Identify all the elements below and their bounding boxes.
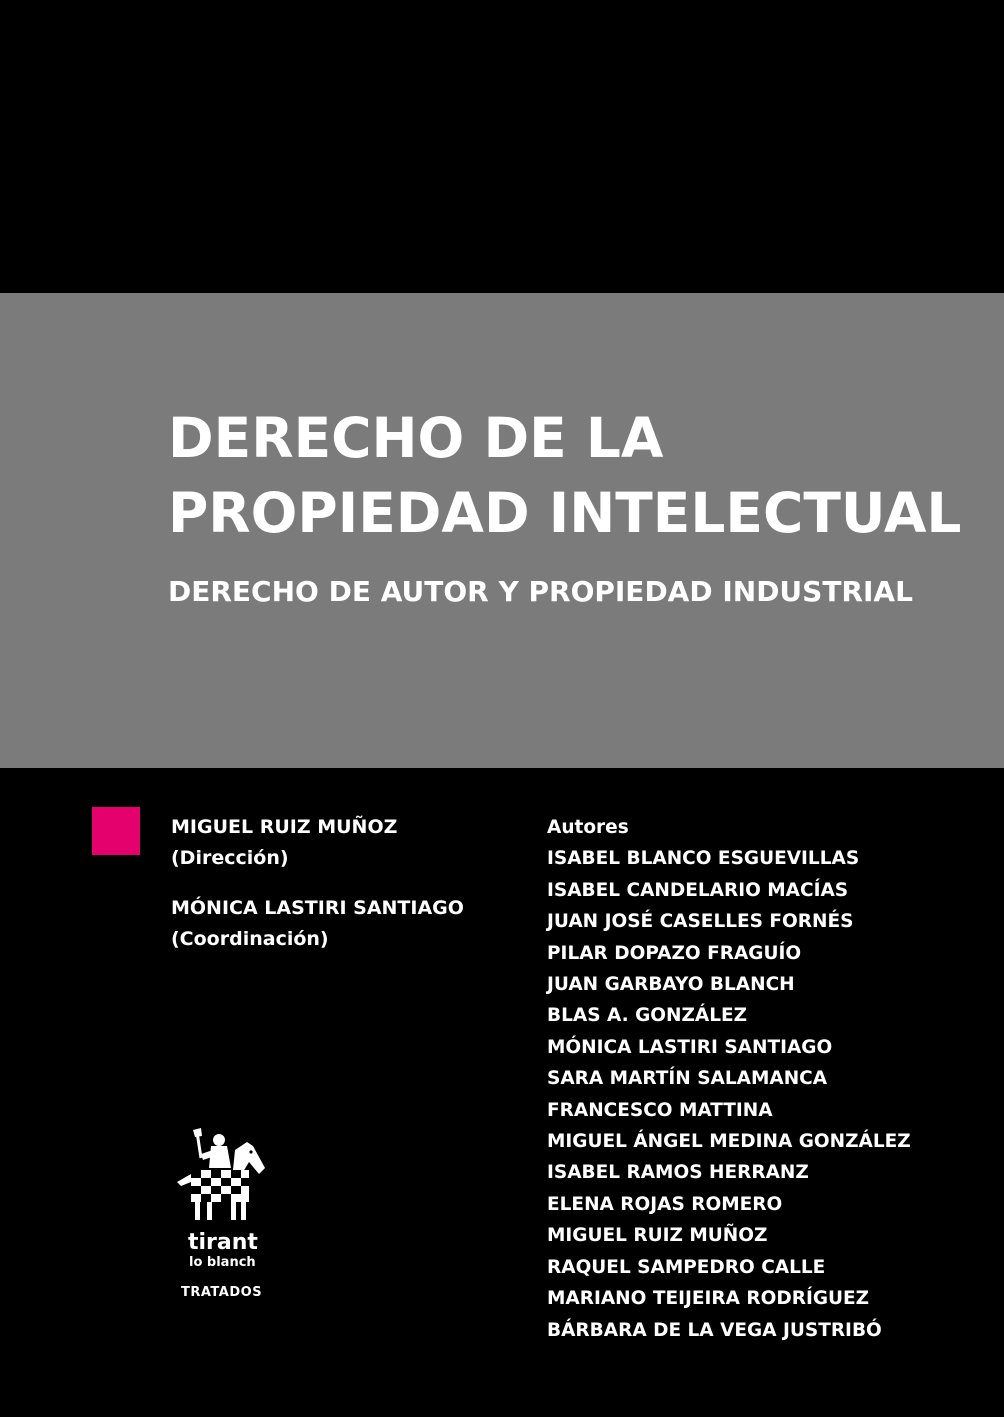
title-band bbox=[0, 293, 1004, 768]
author-name: ELENA ROJAS ROMERO bbox=[547, 1193, 783, 1215]
publisher-name: tirant bbox=[188, 1230, 258, 1255]
author-name: FRANCESCO MATTINA bbox=[547, 1099, 773, 1121]
collection-label: TRATADOS bbox=[181, 1285, 263, 1300]
author-name: JUAN JOSÉ CASELLES FORNÉS bbox=[547, 911, 854, 933]
author-name: MIGUEL RUIZ MUÑOZ bbox=[547, 1225, 768, 1247]
accent-square bbox=[92, 807, 140, 855]
coordinator-block bbox=[171, 893, 464, 955]
publisher-logo bbox=[170, 1128, 280, 1303]
top-band bbox=[0, 0, 1004, 293]
coordinator-role: (Coordinación) bbox=[171, 928, 329, 950]
author-name: BLAS A. GONZÁLEZ bbox=[547, 1005, 748, 1027]
author-name: ISABEL RAMOS HERRANZ bbox=[547, 1162, 809, 1184]
authors-heading: Autores bbox=[547, 817, 629, 838]
author-name: MARIANO TEIJEIRA RODRÍGUEZ bbox=[547, 1288, 870, 1310]
author-name: RAQUEL SAMPEDRO CALLE bbox=[547, 1256, 826, 1278]
author-name: BÁRBARA DE LA VEGA JUSTRIBÓ bbox=[547, 1319, 882, 1341]
authors-list bbox=[547, 812, 911, 1346]
book-subtitle: DERECHO DE AUTOR Y PROPIEDAD INDUSTRIAL bbox=[168, 575, 913, 608]
director-block bbox=[171, 812, 397, 874]
book-title-line-1: DERECHO DE LA bbox=[168, 406, 664, 470]
knight-on-horse-icon bbox=[175, 1128, 271, 1228]
coordinator-name: MÓNICA LASTIRI SANTIAGO bbox=[171, 897, 464, 919]
book-title-line-2: PROPIEDAD INTELECTUAL bbox=[168, 481, 962, 545]
publisher-subname: lo blanch bbox=[189, 1255, 256, 1270]
author-name: ISABEL CANDELARIO MACÍAS bbox=[547, 879, 849, 901]
author-name: MIGUEL ÁNGEL MEDINA GONZÁLEZ bbox=[547, 1131, 911, 1153]
author-name: ISABEL BLANCO ESGUEVILLAS bbox=[547, 848, 860, 870]
author-name: JUAN GARBAYO BLANCH bbox=[547, 974, 795, 996]
author-name: MÓNICA LASTIRI SANTIAGO bbox=[547, 1036, 833, 1058]
author-name: SARA MARTÍN SALAMANCA bbox=[547, 1068, 828, 1090]
author-name: PILAR DOPAZO FRAGUÍO bbox=[547, 942, 802, 964]
director-role: (Dirección) bbox=[171, 847, 289, 869]
director-name: MIGUEL RUIZ MUÑOZ bbox=[171, 816, 398, 838]
